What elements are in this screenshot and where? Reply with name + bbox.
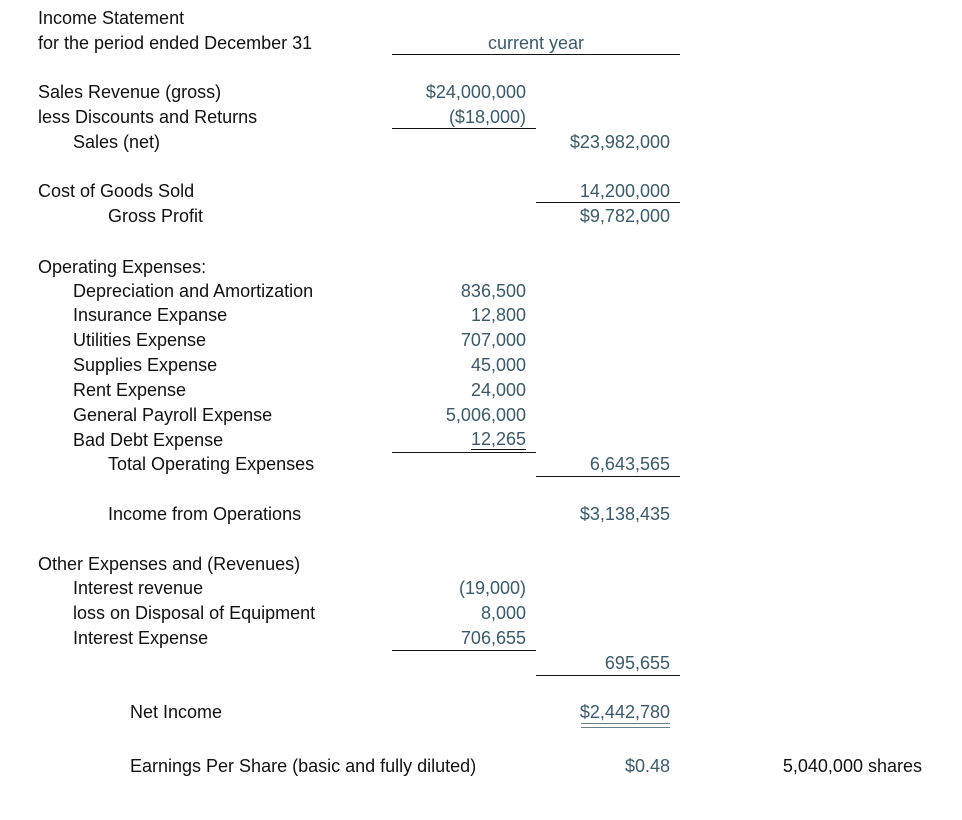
opex-item-label: Rent Expense [73, 380, 187, 400]
other-item-value: 8,000 [480, 603, 526, 623]
sales-gross-label: Sales Revenue (gross) [38, 82, 222, 102]
cogs-value: 14,200,000 [579, 181, 670, 201]
column-header-rule [392, 54, 680, 55]
income-from-operations-label: Income from Operations [108, 504, 302, 524]
discounts-label: less Discounts and Returns [38, 107, 258, 127]
other-item-label: Interest revenue [73, 578, 204, 598]
eps-label: Earnings Per Share (basic and fully diluted) [130, 756, 477, 776]
gross-profit-label: Gross Profit [108, 206, 204, 226]
opex-item-value: 24,000 [470, 380, 526, 400]
opex-item-label: Insurance Expanse [73, 305, 228, 325]
total-opex-label: Total Operating Expenses [108, 454, 315, 474]
opex-item-value: 5,006,000 [445, 405, 526, 425]
cut-off-header-line [38, 0, 338, 2]
discounts-value: ($18,000) [448, 107, 526, 127]
other-total-rule [536, 675, 680, 676]
sales-subtotal-rule [392, 128, 536, 129]
other-item-label: loss on Disposal of Equipment [73, 603, 316, 623]
opex-item-label: Depreciation and Amortization [73, 281, 314, 301]
opex-item-value: 12,800 [470, 305, 526, 325]
net-income-value: $2,442,780 [579, 702, 670, 722]
cogs-label: Cost of Goods Sold [38, 181, 195, 201]
opex-item-value: 707,000 [460, 330, 526, 350]
statement-title: Income Statement [38, 8, 185, 28]
other-item-value: (19,000) [458, 578, 526, 598]
opex-item-value: 45,000 [470, 355, 526, 375]
opex-item-label: General Payroll Expense [73, 405, 273, 425]
total-opex-rule [536, 476, 680, 477]
cogs-rule [536, 202, 680, 203]
other-item-value: 706,655 [460, 628, 526, 648]
opex-item-label: Supplies Expense [73, 355, 218, 375]
sales-gross-value: $24,000,000 [425, 82, 526, 102]
net-income-label: Net Income [130, 702, 223, 722]
sales-net-value: $23,982,000 [569, 132, 670, 152]
opex-item-value: 836,500 [460, 281, 526, 301]
statement-period: for the period ended December 31 [38, 33, 313, 53]
other-item-label: Interest Expense [73, 628, 209, 648]
eps-value: $0.48 [624, 756, 670, 776]
opex-subtotal-rule [392, 452, 536, 453]
income-from-operations-value: $3,138,435 [579, 504, 670, 524]
sales-net-label: Sales (net) [73, 132, 161, 152]
opex-item-label: Utilities Expense [73, 330, 207, 350]
company-name-cut [38, 0, 333, 1]
net-income-double-rule [581, 723, 670, 728]
column-header: current year [487, 33, 585, 53]
other-total-value: 695,655 [604, 653, 670, 673]
total-opex-value: 6,643,565 [589, 454, 670, 474]
opex-item-label: Bad Debt Expense [73, 430, 224, 450]
other-subtotal-rule [392, 650, 536, 651]
operating-expenses-heading: Operating Expenses: [38, 257, 207, 277]
opex-item-value: 12,265 [470, 429, 526, 449]
shares-count: 5,040,000 shares [782, 756, 922, 776]
gross-profit-value: $9,782,000 [579, 206, 670, 226]
other-expenses-heading: Other Expenses and (Revenues) [38, 554, 301, 574]
